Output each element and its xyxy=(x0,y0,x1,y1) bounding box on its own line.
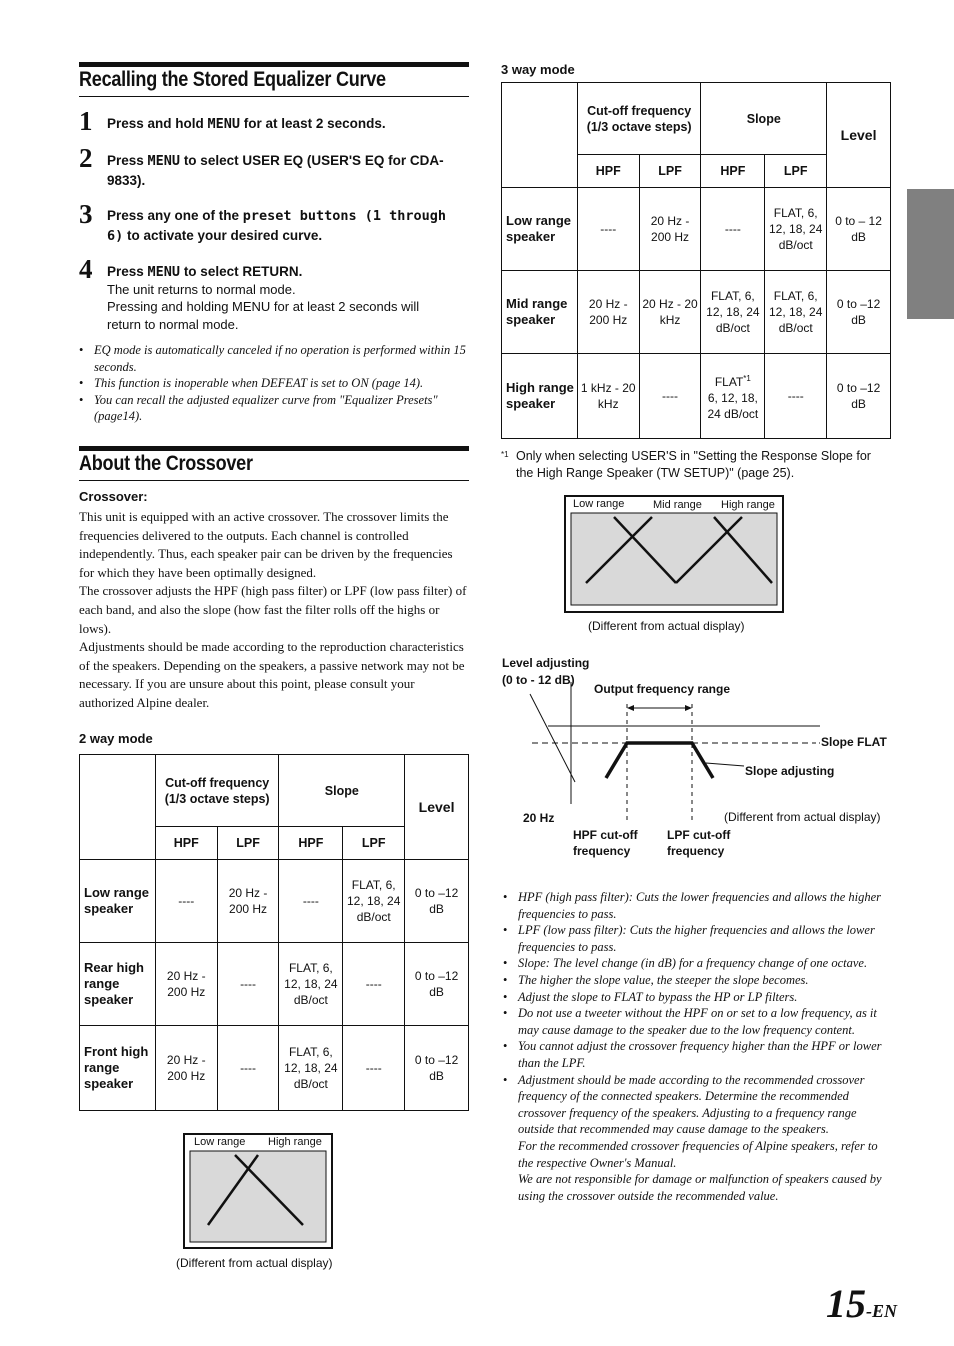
fig-label-high: High range xyxy=(268,1136,322,1148)
step-pre: Press xyxy=(107,153,148,168)
note-item: • Slope: The level change (in dB) for a frequency change of one octave. xyxy=(503,955,895,972)
three-way-table xyxy=(501,82,891,439)
page-number-suffix: -EN xyxy=(866,1301,897,1321)
slope-rest: 6, 12, 18, 24 dB/oct xyxy=(707,390,759,421)
step-post: for at least 2 seconds. xyxy=(240,116,386,131)
corner-cell xyxy=(80,755,156,860)
header-lpf: LPF xyxy=(765,155,827,188)
page-number xyxy=(826,1280,897,1327)
footnote-mark: *1 xyxy=(501,450,509,459)
cell-level: 0 to –12 dB xyxy=(405,1026,469,1111)
crossover-label: Crossover: xyxy=(79,489,148,504)
cell-level: 0 to –12 dB xyxy=(405,943,469,1026)
two-way-figure-svg xyxy=(183,1133,333,1249)
note-item: • Adjustment should be made according to the recommended crossover frequency of the connected speakers. Determine the recommended crossover frequency of the speakers. Adjusting to a frequency range outside that recommended may cause damage to the speakers. For the recommended crossover frequencies of Alpine speakers, refer to the respective Owner's Manual. We are not responsible for damage or malfunction of speakers caused by using the crossover outside the recommended value. xyxy=(503,1072,895,1205)
cell-cut-hpf: 20 Hz - 200 Hz xyxy=(155,943,217,1026)
cell-slope-lpf: ---- xyxy=(765,354,827,439)
crossover-body: This unit is equipped with an active crossover. The crossover limits the frequencies delivered to the outputs. Each channel is controlled independently. Thus, each speaker pair can be driven by the frequencies for which they have been optimally designed. The crossover adjusts the HPF (high pass filter) or LPF (low pass filter) of each band, and also the slope (how fast the filter rolls off the highs or lows). Adjustments should be made according to the reproduction characteristics of the speakers. Depending on the speakers, a passive network may not be necessary. If you are unsure about this point, please consult your authorized Alpine dealer. xyxy=(79,509,467,710)
two-way-label: 2 way mode xyxy=(79,731,153,746)
cell-level: 0 to –12 dB xyxy=(827,354,891,439)
row-header: Mid range speaker xyxy=(502,271,578,354)
corner-cell xyxy=(502,83,578,188)
step-key: preset buttons (1 through 6) xyxy=(107,208,446,244)
header-hpf: HPF xyxy=(155,827,217,860)
level-pointer xyxy=(530,694,575,782)
two-way-figure xyxy=(183,1133,333,1249)
note-item: • Do not use a tweeter without the HPF on or set to a low frequency, as it may cause damage to the speaker due to the low frequency content. xyxy=(503,1005,895,1038)
header-cutoff: Cut-off frequency (1/3 octave steps) xyxy=(577,83,701,155)
cell-cut-hpf: 20 Hz - 200 Hz xyxy=(155,1026,217,1111)
cell-slope-lpf: ---- xyxy=(343,943,405,1026)
cell-cut-lpf: 20 Hz - 20 kHz xyxy=(639,271,701,354)
row-header: Low range speaker xyxy=(502,188,578,271)
step-number: 2 xyxy=(79,143,93,173)
footnote xyxy=(501,448,881,482)
cell-level: 0 to – 12 dB xyxy=(827,188,891,271)
section-rule xyxy=(79,96,469,97)
section-rule xyxy=(79,62,469,67)
output-range-label: Output frequency range xyxy=(594,682,731,696)
range-arrow-left xyxy=(627,705,634,711)
cell-slope-lpf: ---- xyxy=(343,1026,405,1111)
step-post: to activate your desired curve. xyxy=(123,228,323,243)
three-way-label: 3 way mode xyxy=(501,62,575,77)
row-header: High range speaker xyxy=(502,354,578,439)
hz20-label: 20 Hz xyxy=(523,811,555,825)
sub-pre: Pressing and holding xyxy=(107,299,233,314)
header-slope: Slope xyxy=(701,83,827,155)
cell-level: 0 to –12 dB xyxy=(827,271,891,354)
sub-post: for at least 2 seconds will return to normal mode. xyxy=(107,299,420,332)
cell-slope-hpf: FLAT, 6, 12, 18, 24 dB/oct xyxy=(279,943,343,1026)
page-number-value: 15 xyxy=(826,1281,866,1326)
figure-caption: (Different from actual display) xyxy=(176,1256,333,1270)
step-key: MENU xyxy=(147,153,181,169)
cell-slope-hpf: FLAT, 6, 12, 18, 24 dB/oct xyxy=(279,1026,343,1111)
header-hpf: HPF xyxy=(279,827,343,860)
row-header: Front high range speaker xyxy=(80,1026,156,1111)
figure-screen xyxy=(571,513,777,605)
cell-slope-lpf: FLAT, 6, 12, 18, 24 dB/oct xyxy=(343,860,405,943)
hpf-cutoff-label: HPF cut-off frequency xyxy=(573,828,638,858)
cell-cut-hpf: ---- xyxy=(155,860,217,943)
range-arrow-right xyxy=(685,705,692,711)
figure-caption: (Different from actual display) xyxy=(588,619,745,633)
step-key: MENU xyxy=(207,116,241,132)
slope-flat: FLAT xyxy=(714,374,744,389)
slope-adjusting-label: Slope adjusting xyxy=(745,764,835,778)
notes-list xyxy=(79,342,471,425)
cell-cut-hpf: 1 kHz - 20 kHz xyxy=(577,354,639,439)
cell-cut-lpf: 20 Hz - 200 Hz xyxy=(217,860,279,943)
note-item: • Adjust the slope to FLAT to bypass the HP or LP filters. xyxy=(503,989,895,1006)
cell-cut-lpf: ---- xyxy=(217,1026,279,1111)
step-pre: Press and hold xyxy=(107,116,208,131)
level-caption: (Different from actual display) xyxy=(724,810,881,824)
step-pre: Press xyxy=(107,264,148,279)
cell-cut-lpf: 20 Hz - 200 Hz xyxy=(639,188,701,271)
response-curve xyxy=(606,743,713,778)
three-way-figure-svg xyxy=(564,495,784,613)
lpf-cutoff-label: LPF cut-off frequency xyxy=(667,828,731,858)
section-title-crossover: About the Crossover xyxy=(79,452,253,475)
level-diagram xyxy=(500,652,900,862)
step-subtext: The unit returns to normal mode. xyxy=(107,282,296,297)
step-number: 1 xyxy=(79,106,93,136)
note-item: • You cannot adjust the crossover frequency higher than the HPF or lower than the LPF. xyxy=(503,1038,895,1071)
step-text xyxy=(107,114,467,134)
crossover-notes xyxy=(503,889,895,1204)
step-number: 3 xyxy=(79,199,93,229)
cell-cut-hpf: ---- xyxy=(577,188,639,271)
note-item: • The higher the slope value, the steeper the slope becomes. xyxy=(503,972,895,989)
note-item: • You can recall the adjusted equalizer curve from "Equalizer Presets" (page14). xyxy=(79,392,471,425)
three-way-figure xyxy=(564,495,784,613)
cell-slope-hpf: ---- xyxy=(279,860,343,943)
cell-cut-lpf: ---- xyxy=(639,354,701,439)
cell-slope-lpf: FLAT, 6, 12, 18, 24 dB/oct xyxy=(765,271,827,354)
chapter-tab xyxy=(907,189,954,319)
step-text xyxy=(107,151,467,190)
fig-label-high: High range xyxy=(721,499,775,511)
cell-level: 0 to –12 dB xyxy=(405,860,469,943)
step-number: 4 xyxy=(79,254,93,284)
section-rule xyxy=(79,446,469,451)
header-hpf: HPF xyxy=(701,155,765,188)
step-key: MENU xyxy=(147,264,181,280)
note-item: • LPF (low pass filter): Cuts the higher frequencies and allows the lower frequencies to pass. xyxy=(503,922,895,955)
fig-label-low: Low range xyxy=(194,1136,246,1148)
step-post: to select USER EQ (USER'S EQ for CDA-9833). xyxy=(107,153,444,188)
sub-key: MENU xyxy=(232,299,271,314)
two-way-table xyxy=(79,754,469,1111)
row-header: Rear high range speaker xyxy=(80,943,156,1026)
note-item: • EQ mode is automatically canceled if no operation is performed within 15 seconds. xyxy=(79,342,471,375)
level-range: (0 to - 12 dB) xyxy=(502,673,575,687)
step-text xyxy=(107,262,467,282)
section-title-equalizer: Recalling the Stored Equalizer Curve xyxy=(79,68,386,91)
slope-flat-label: Slope FLAT xyxy=(821,735,887,749)
cell-cut-lpf: ---- xyxy=(217,943,279,1026)
step-subtext xyxy=(107,298,452,333)
level-label xyxy=(502,655,589,689)
slope-pointer xyxy=(706,763,744,766)
header-lpf: LPF xyxy=(639,155,701,188)
cell-cut-hpf: 20 Hz - 200 Hz xyxy=(577,271,639,354)
footnote-text: Only when selecting USER'S in "Setting the Response Slope for the High Range Speaker (TW SETUP)" (page 25). xyxy=(516,449,871,480)
header-lpf: LPF xyxy=(343,827,405,860)
cell-slope-hpf: FLAT, 6, 12, 18, 24 dB/oct xyxy=(701,271,765,354)
header-lpf: LPF xyxy=(217,827,279,860)
step-pre: Press any one of the xyxy=(107,208,243,223)
note-item: • HPF (high pass filter): Cuts the lower frequencies and allows the higher frequencies to pass. xyxy=(503,889,895,922)
header-level: Level xyxy=(405,755,469,860)
cell-slope-lpf: FLAT, 6, 12, 18, 24 dB/oct xyxy=(765,188,827,271)
fig-label-mid: Mid range xyxy=(653,499,702,511)
cell-slope-hpf: ---- xyxy=(701,188,765,271)
level-adjusting: Level adjusting xyxy=(502,656,590,670)
step-text xyxy=(107,206,469,246)
header-cutoff: Cut-off frequency (1/3 octave steps) xyxy=(155,755,279,827)
footnote-ref: *1 xyxy=(743,373,751,383)
fig-label-low: Low range xyxy=(573,498,625,510)
cell-slope-hpf xyxy=(701,354,765,439)
figure-screen xyxy=(190,1151,326,1242)
note-item: • This function is inoperable when DEFEAT is set to ON (page 14). xyxy=(79,375,471,392)
header-slope: Slope xyxy=(279,755,405,827)
section-rule xyxy=(79,480,469,481)
row-header: Low range speaker xyxy=(80,860,156,943)
header-level: Level xyxy=(827,83,891,188)
header-hpf: HPF xyxy=(577,155,639,188)
step-post: to select RETURN. xyxy=(180,264,303,279)
